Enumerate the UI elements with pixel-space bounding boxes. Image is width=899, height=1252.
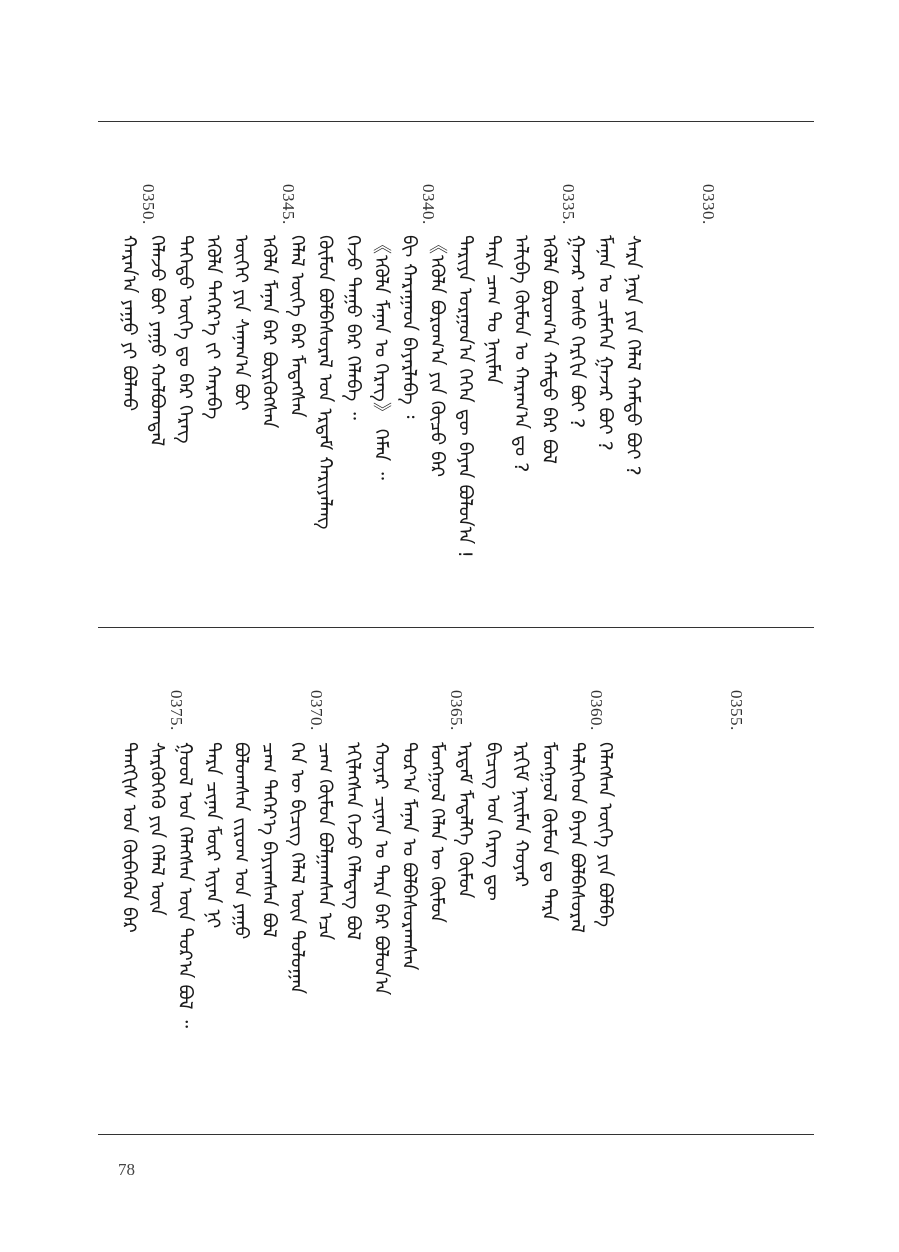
verse-line: ᠳᠡᠭᠡᠳᠦ ᠦᠭᠡ ᠳᠤ ᠪᠠᠷ ᠬᠡᠷᠡᠭ: [174, 235, 196, 444]
top-rule: [98, 121, 814, 122]
verse-line: ᠮᠣᠩᠭᠣᠯ ᠬᠦᠮᠦᠨ ᠳᠤ ᠲᠡᠷᠡ: [538, 742, 560, 922]
verse-line: ᠬᠣᠶᠠᠷ ᠴᠢᠨᠠᠨ ᠤ ᠲᠡᠷᠡ ᠪᠠᠷ ᠪᠣᠯᠤᠨ᠎ᠠ: [370, 742, 392, 996]
verse-line: ᠬᠡᠨ ᠦ ᠪᠢᠴᠢᠭ ᠬᠡᠯᠡᠯ ᠦᠨ ᠳᠤᠯᠤᠭᠠᠨ: [286, 742, 308, 995]
verse-line: ᠪᠣᠯᠤᠭᠰᠠᠨ ᠵᠢᠷᠤᠭ ᠤᠨ ᠶᠠᠭᠤ: [230, 742, 252, 940]
verse-line: ᠡᠭᠦᠯᠡ ᠪᠣᠷᠣᠭ᠎ᠠ ᠬᠠᠮᠲᠤ ᠪᠠᠷ ᠪᠣᠯ: [538, 235, 560, 465]
verse-number: 0330.: [699, 184, 718, 225]
verse-line: ᠬᠦᠮᠦᠨ ᠪᠤᠯᠪᠠᠰᠤᠷᠠᠯ ᠤᠨ ᠡᠷᠳᠡᠮ ᠬᠠᠷᠢᠶᠠᠯᠠᠩ: [314, 235, 336, 530]
verse-number: 0370.: [307, 690, 326, 731]
verse-line: ᠡᠷᠬᠢᠮ ᠨᠠᠢᠮᠠᠨ ᠬᠣᠶᠠᠷ: [510, 742, 532, 888]
middle-rule: [98, 627, 814, 628]
verse-line: ᠠᠯᠢᠪᠠ ᠬᠦᠮᠦᠨ ᠤ ᠬᠠᠷᠠᠭ᠎ᠠ ᠳᠤ ?: [510, 235, 532, 473]
verse-number: 0355.: [727, 690, 746, 731]
verse-line: ᠪᠢ ᠬᠠᠷᠠᠭᠠᠳ ᠪᠠᠶᠠᠷᠯᠠᠪᠠ ᠄: [398, 235, 420, 419]
verse-line: 《ᠡᠭᠦᠯᠡ ᠮᠠᠨᠠᠨ ᠤ ᠬᠡᠷᠡᠭ》 ᠬᠡᠮᠡᠨ ᠃: [370, 235, 392, 480]
verse-line: ᠴᠠᠭ ᠬᠦᠮᠦᠨ ᠪᠤᠯᠭᠠᠭᠰᠠᠨ ᠡᠴᠡ: [314, 742, 336, 941]
verse-line: ᠬᠠᠷᠠᠨ᠎ᠠ ᠶᠠᠭᠤ ᠶᠢ ᠪᠤᠯᠬᠤ: [118, 235, 140, 412]
verse-line: ᠲᠡᠷᠡ ᠴᠢᠨᠠᠨ ᠮᠦᠷ ᠢᠶᠡᠨ ᠨᠢ: [202, 742, 224, 929]
verse-line: ᠲᠡᠯᠢᠭᠡᠳ ᠪᠠᠶᠠᠨ ᠪᠣᠯᠪᠠᠰᠤᠷᠠᠯ: [566, 742, 588, 933]
verse-line: ᠬᠡᠯᠡᠯ ᠦᠭᠡ ᠪᠠᠷ ᠮᠡᠳᠡᠭᠰᠡᠨ: [286, 235, 308, 418]
verse-line: ᠮᠣᠩᠭᠣᠯ ᠬᠡᠯᠡᠨ ᠦ ᠬᠦᠮᠦᠨ: [426, 742, 448, 923]
verse-line: ᠲᠡᠩᠭᠢᠰ ᠤᠨ ᠬᠥᠪᠡᠭᠦᠨ ᠪᠠᠷ: [118, 742, 140, 933]
verse-line: ᠰᠡᠷᠭᠦᠭᠡᠬᠦ ᠶᠢᠨ ᠬᠡᠯᠡᠯ ᠦᠨ: [146, 742, 168, 916]
verse-line: ᠬᠡᠯᠡᠵᠦ ᠪᠤᠢ ᠶᠠᠭᠤ ᠬᠣᠯᠪᠤᠭᠳᠠᠯ: [146, 235, 168, 447]
lower-verse-block: [98, 742, 814, 1027]
verse-line: 《ᠡᠭᠦᠯᠡ ᠪᠣᠷᠣᠭ᠎ᠠ ᠶᠢᠨ ᠬᠦᠴᠦ ᠪᠠᠷ: [426, 235, 448, 478]
verse-number: 0365.: [447, 690, 466, 731]
verse-line: ᠪᠢᠴᠢᠭ ᠤᠨ ᠬᠡᠷᠡᠭ ᠳᠦ: [482, 742, 504, 901]
verse-line: ᠡᠭᠦᠯᠡ ᠮᠠᠨᠠᠨ ᠪᠠᠷ ᠪᠦᠷᠬᠦᠭᠰᠡᠨ: [258, 235, 280, 429]
verse-line: ᠭᠣᠣᠯ ᠤᠨ ᠬᠡᠯᠡᠭᠰᠡᠨ ᠦᠨ ᠳᠤᠷ᠎ᠠ ᠪᠣᠯ ᠃: [174, 742, 196, 1029]
verse-line: ᠰᠠᠷᠠ ᠨᠠᠷᠠ ᠶᠢᠨ ᠬᠡᠯᠡᠯ ᠬᠠᠮᠲᠤ ᠪᠤᠢ ?: [622, 235, 644, 476]
bottom-rule: [98, 1134, 814, 1135]
page-number: 78: [118, 1160, 135, 1179]
upper-verse-block: [98, 235, 814, 558]
verse-line: ᠭᠠᠵᠠᠷ ᠤᠰᠤ ᠬᠡᠷᠬᠢᠨ ᠪᠤᠢ ?: [566, 235, 588, 429]
verse-line: ᠲᠡᠷᠡ ᠴᠠᠭ ᠲᠤ ᠨᠠᠢᠮᠠᠨ: [482, 235, 504, 385]
verse-line: ᠡᠭᠦᠯᠡ ᠳᠡᠭᠡᠷ᠎ᠡ ᠵᠢ ᠬᠠᠷᠠᠪᠠ: [202, 235, 224, 420]
verse-number: 0360.: [587, 690, 606, 731]
verse-number: 0375.: [167, 690, 186, 731]
verse-line: ᠦᠭᠡᠢ ᠶᠢᠨ ᠰᠠᠨᠠᠭ᠎ᠠ ᠪᠤᠢ: [230, 235, 252, 411]
verse-line: ᠡᠷᠳᠡᠮ ᠮᠡᠳᠡᠯᠭᠡ ᠬᠦᠮᠦᠨ: [454, 742, 476, 899]
verse-number: 0340.: [419, 184, 438, 225]
verse-number: 0350.: [139, 184, 158, 225]
verse-line: ᠮᠠᠨᠠᠨ ᠤ ᠴᠢᠮᠡᠭᠡᠨ ᠭᠠᠵᠠᠷ ᠪᠤᠢ ?: [594, 235, 616, 451]
verse-line: ᠲᠠᠷᠢᠶᠠ ᠤᠷᠭᠤᠨ᠎ᠠ ᠭᠡᠭᠡᠨ ᠳᠦ ᠪᠠᠶᠠᠨ ᠪᠣᠯᠤᠨ᠎ᠠ !: [454, 235, 476, 558]
verse-line: ᠴᠠᠭ ᠳᠡᠭᠡᠷ᠎ᠡ ᠪᠠᠶᠢᠭᠰᠠᠨ ᠪᠣᠯ: [258, 742, 280, 938]
verse-line: ᠡᠬᠢᠯᠡᠭᠰᠡᠨ ᠭᠡᠵᠦ ᠬᠡᠯᠡᠳᠡᠭ ᠪᠣᠯ: [342, 742, 364, 941]
verse-number: 0335.: [559, 184, 578, 225]
verse-line: ᠬᠡᠯᠡᠭᠰᠡᠨ ᠦᠭᠡ ᠶᠢᠨ ᠪᠣᠯᠪᠠ: [594, 742, 616, 928]
verse-number: 0345.: [279, 184, 298, 225]
verse-line: ᠭᠡᠵᠦ ᠳᠠᠭᠤ ᠪᠠᠷ ᠬᠡᠯᠡᠪᠡ ᠃: [342, 235, 364, 420]
verse-line: ᠳᠤᠷ᠎ᠠ ᠮᠠᠨᠠᠨ ᠤ ᠪᠣᠯᠪᠠᠰᠤᠷᠠᠭᠰᠠᠨ: [398, 742, 420, 971]
